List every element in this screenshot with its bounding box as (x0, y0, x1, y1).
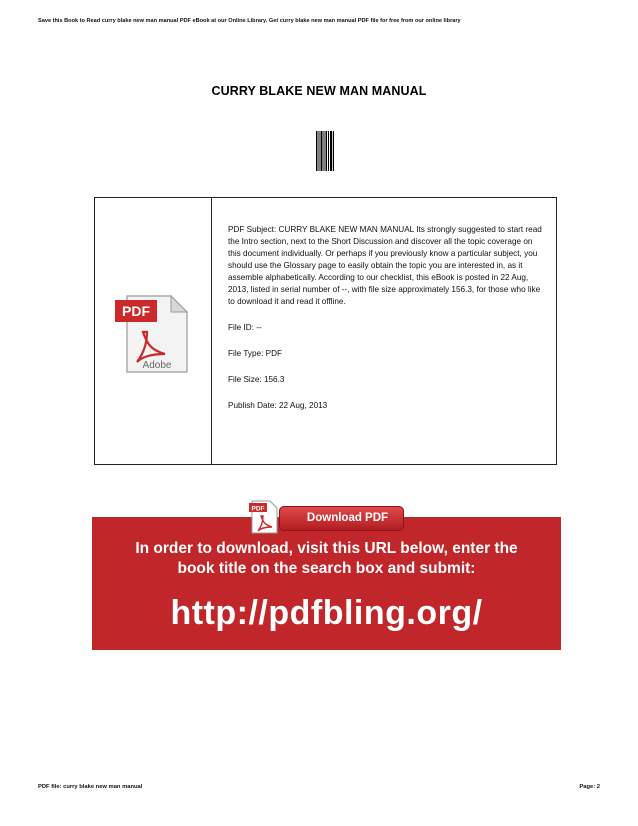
barcode-icon (316, 131, 334, 171)
pdf-badge-text: PDF (122, 303, 150, 319)
info-text (228, 224, 544, 412)
download-url-link[interactable]: http://pdfbling.org/ (170, 594, 483, 632)
box-divider (211, 198, 212, 464)
pdf-file-icon (113, 294, 191, 374)
header-note: Save this Book to Read curry blake new man manual PDF eBook at our Online Library. Get curry blake new man manual PDF file for free from our online library (38, 18, 461, 24)
info-box (94, 197, 557, 465)
file-size: File Size: 156.3 (228, 375, 285, 384)
banner-line-1: In order to download, visit this URL below, enter the (135, 540, 518, 557)
download-banner[interactable] (92, 517, 561, 650)
download-pdf-button[interactable] (279, 506, 404, 531)
publish-date: Publish Date: 22 Aug, 2013 (228, 401, 328, 410)
download-button-label: Download PDF (306, 512, 389, 524)
file-id: File ID: -- (228, 323, 262, 332)
footer-filename: PDF file: curry blake new man manual (38, 784, 143, 790)
document-title: CURRY BLAKE NEW MAN MANUAL (211, 84, 427, 98)
footer-page-number: Page: 2 (579, 784, 600, 790)
adobe-label: Adobe (142, 360, 172, 371)
description: PDF Subject: CURRY BLAKE NEW MAN MANUAL Its strongly suggested to start read the Intro section, next to the Short Discussion and discover all the topic coverage on this document individually. Or perhaps if you previously know a particular subject, you should use the Glossary page to easily obtain the topic you are interested in, as it assemble alphabetically. According to our checklist, this eBook is posted in 22 Aug, 2013, listed in serial number of --, with file size approximately 156.3, for those who like to download it and read it offline. (228, 225, 542, 306)
file-type: File Type: PDF (228, 349, 282, 358)
banner-line-2: book title on the search box and submit: (177, 560, 476, 577)
download-pdf-icon[interactable] (248, 500, 278, 534)
download-icon-badge: PDF (251, 505, 265, 513)
